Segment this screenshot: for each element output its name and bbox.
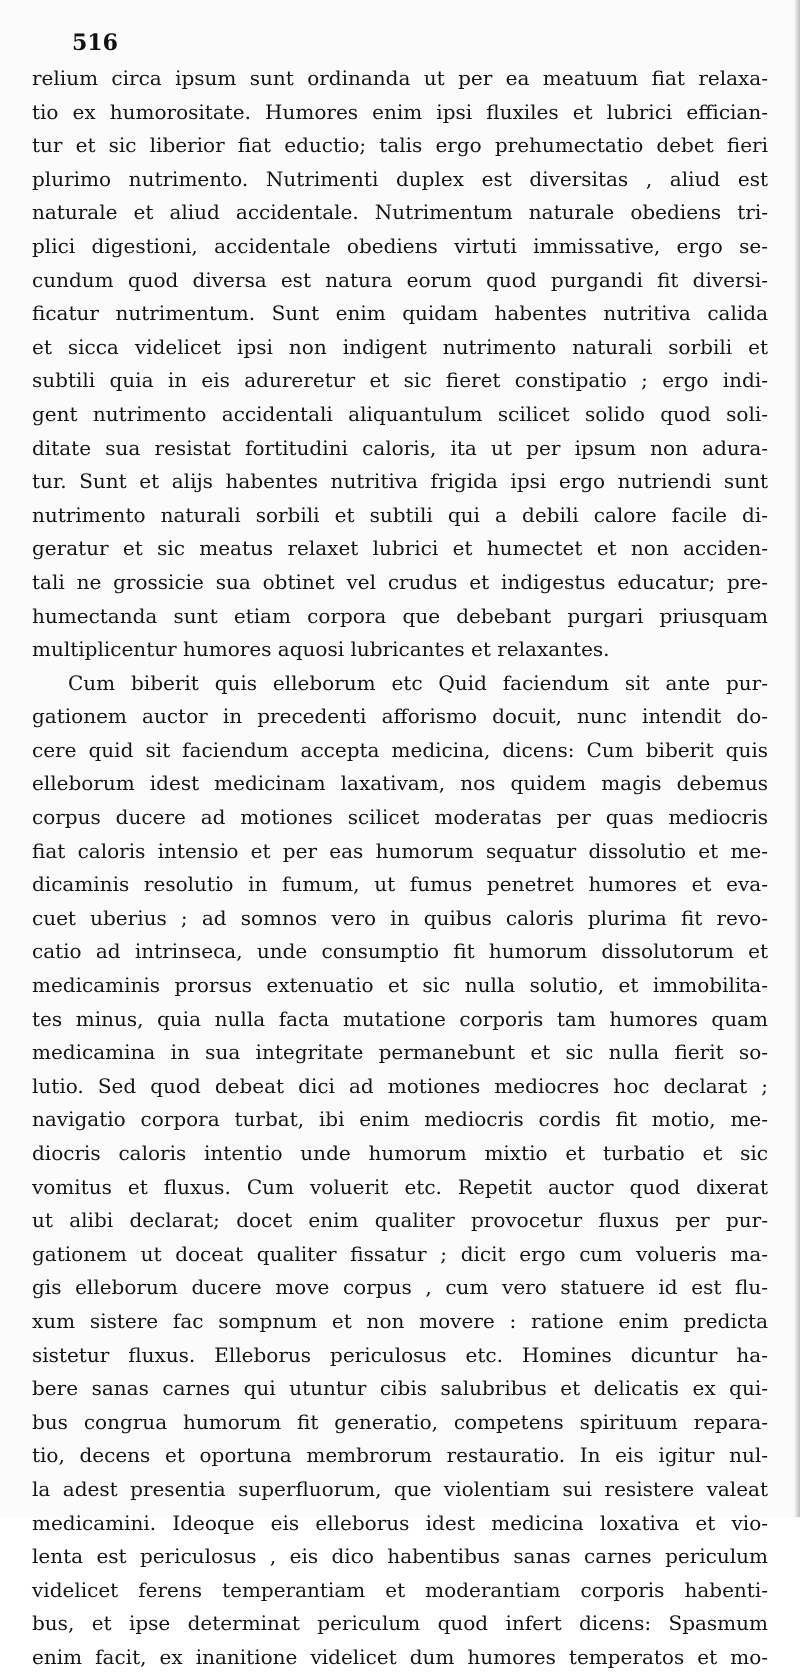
text-line: lenta est periculosus , eis dico habentibus sanas carnes periculum [32,1544,768,1569]
text-line: la adest presentia superfluorum, que violentiam sui resistere valeat [32,1476,768,1501]
text-line: nutrimento naturali sorbili et subtili qui a debili calore facile di- [32,502,768,527]
text-line: cuet uberius ; ad somnos vero in quibus caloris plurima fit revo- [32,905,768,930]
text-line: plici digestioni, accidentale obediens virtuti immissative, ergo se- [32,233,768,258]
text-line: medicaminis prorsus extenuatio et sic nulla solutio, et immobilita- [32,973,768,998]
text-line: videlicet ferens temperantiam et moderantiam corporis habenti- [32,1577,768,1602]
page-edge-shadow [794,0,800,1517]
text-line: medicamini. Ideoque eis elleborus idest medicina loxativa et vio- [32,1510,768,1535]
text-line: cundum quod diversa est natura eorum quod purgandi fit diversi- [32,267,768,292]
text-line: relium circa ipsum sunt ordinanda ut per ea meatuum fiat relaxa- [32,66,768,90]
text-line: lutio. Sed quod debeat dici ad motiones mediocres hoc declarat ; [32,1073,768,1098]
text-line: tur. Sunt et alijs habentes nutritiva frigida ipsi ergo nutriendi sunt [32,469,768,494]
text-line: bere sanas carnes qui utuntur cibis salubribus et delicatis ex qui- [32,1376,768,1401]
text-line: navigatio corpora turbat, ibi enim mediocris cordis fit motio, me- [32,1107,768,1132]
text-line: ut alibi declarat; docet enim qualiter provocetur fluxus per pur- [32,1208,768,1233]
text-line: ficatur nutrimentum. Sunt enim quidam habentes nutritiva calida [32,301,768,326]
text-line: tes minus, quia nulla facta mutatione corporis tam humores quam [32,1006,768,1031]
text-line: bus congrua humorum fit generatio, competens spirituum repara- [32,1409,768,1434]
body-text [32,62,768,1675]
text-line: gent nutrimento accidentali aliquantulum scilicet solido quod soli- [32,401,768,426]
paragraph-end-line: multiplicentur humores aquosi lubricantes et relaxantes. [32,637,610,662]
text-line: diocris caloris intentio unde humorum mixtio et turbatio et sic [32,1141,768,1165]
text-line: elleborum idest medicinam laxativam, nos quidem magis debemus [32,771,768,796]
text-line: catio ad intrinseca, unde consumptio fit humorum dissolutorum et [32,939,768,964]
text-line: ditate sua resistat fortitudini caloris, ita ut per ipsum non adura- [32,435,768,460]
paragraph-start-line: Cum biberit quis elleborum etc Quid faciendum sit ante pur- [68,670,768,695]
text-line: subtili quia in eis adureretur et sic fieret constipatio ; ergo indi- [32,368,768,393]
text-line: gationem ut doceat qualiter fissatur ; dicit ergo cum volueris ma- [32,1241,768,1266]
text-line: xum sistere fac sompnum et non movere : ratione enim predicta [32,1308,768,1333]
text-line: vomitus et fluxus. Cum voluerit etc. Repetit auctor quod dixerat [32,1174,768,1199]
text-line: tali ne grossicie sua obtinet vel crudus et indigestus educatur; pre- [32,569,768,594]
text-line: corpus ducere ad motiones scilicet moderatas per quas mediocris [32,805,768,830]
text-line: tur et sic liberior fiat eductio; talis ergo prehumectatio debet fieri [32,133,768,158]
text-line: geratur et sic meatus relaxet lubrici et humectet et non acciden- [32,536,768,561]
text-line: plurimo nutrimento. Nutrimenti duplex est diversitas , aliud est [32,166,768,191]
text-line: fiat caloris intensio et per eas humorum sequatur dissolutio et me- [32,838,768,863]
text-line: gis elleborum ducere move corpus , cum vero statuere id est flu- [32,1275,768,1300]
text-line: dicaminis resolutio in fumum, ut fumus penetret humores et eva- [32,872,768,897]
text-line: naturale et aliud accidentale. Nutrimentum naturale obediens tri- [32,200,768,225]
text-line: humectanda sunt etiam corpora que debebant purgari priusquam [32,603,768,628]
text-line: medicamina in sua integritate permanebunt et sic nulla fierit so- [32,1040,768,1065]
text-line: tio ex humorositate. Humores enim ipsi fluxiles et lubrici effician- [32,99,768,124]
text-line: tio, decens et oportuna membrorum restauratio. In eis igitur nul- [32,1443,768,1468]
page-number: 516 [72,30,118,56]
text-line: cere quid sit faciendum accepta medicina, dicens: Cum biberit quis [32,737,768,762]
text-line: enim facit, ex inanitione videlicet dum humores temperatos et mo- [32,1644,768,1669]
text-line: gationem auctor in precedenti afforismo docuit, nunc intendit do- [32,704,768,729]
text-line: bus, et ipse determinat periculum quod infert dicens: Spasmum [32,1611,768,1636]
text-line: et sicca videlicet ipsi non indigent nutrimento naturali sorbili et [32,334,768,359]
text-line: sistetur fluxus. Elleborus periculosus etc. Homines dicuntur ha- [32,1342,768,1367]
